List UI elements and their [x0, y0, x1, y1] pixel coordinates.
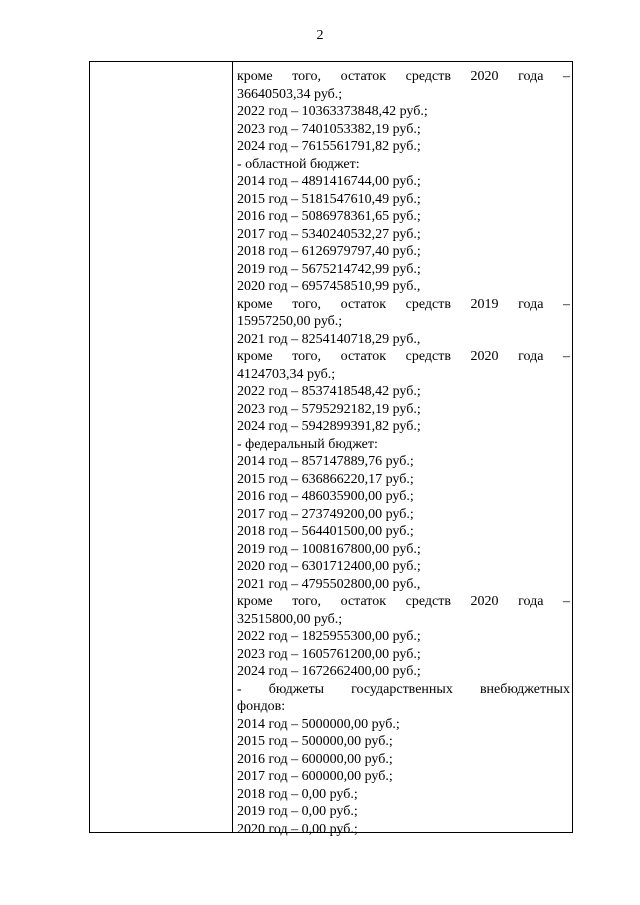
funding-line: 2021 год – 4795502800,00 руб.,: [237, 576, 421, 592]
line-word: кроме: [237, 296, 273, 312]
funding-line: 2019 год – 1008167800,00 руб.;: [237, 541, 421, 557]
funding-line: 2017 год – 5340240532,27 руб.;: [237, 226, 421, 242]
line-word: того,: [292, 349, 322, 364]
funding-line: 2023 год – 1605761200,00 руб.;: [237, 646, 421, 662]
line-word: того,: [292, 69, 322, 84]
line-word: средств: [405, 594, 451, 609]
funding-line: 2015 год – 636866220,17 руб.;: [237, 471, 414, 487]
table-right-column: [233, 62, 572, 837]
line-word: средств: [405, 349, 451, 364]
funding-line: 4124703,34 руб.;: [237, 366, 336, 382]
line-word: кроме: [237, 69, 273, 84]
line-word: –: [563, 296, 570, 312]
funding-line: - областной бюджет:: [237, 156, 360, 172]
funding-line: 32515800,00 руб.;: [237, 611, 343, 627]
line-word: остаток: [340, 349, 387, 364]
funding-line: - федеральный бюджет:: [237, 436, 378, 452]
funding-line: 2022 год – 1825955300,00 руб.;: [237, 629, 421, 644]
line-word: средств: [405, 69, 451, 84]
line-word: –: [563, 594, 570, 609]
line-word: остаток: [340, 296, 387, 312]
funding-table: [89, 61, 573, 837]
funding-line: 2014 год – 857147889,76 руб.;: [237, 454, 414, 469]
line-word: государственных: [351, 681, 453, 697]
funding-line: 2017 год – 600000,00 руб.;: [237, 769, 393, 784]
line-word: 2020: [470, 349, 499, 364]
line-word: 2020: [470, 69, 499, 84]
funding-line: 2023 год – 5795292182,19 руб.;: [237, 401, 421, 417]
line-word: остаток: [340, 594, 387, 609]
funding-line: [237, 593, 570, 611]
funding-line: 2022 год – 8537418548,42 руб.;: [237, 384, 421, 399]
line-word: кроме: [237, 349, 273, 364]
funding-line: 36640503,34 руб.;: [237, 86, 343, 102]
line-word: –: [563, 349, 570, 364]
funding-line: 2018 год – 564401500,00 руб.;: [237, 524, 414, 539]
line-word: года: [518, 69, 544, 84]
line-word: года: [518, 594, 544, 609]
line-word: кроме: [237, 594, 273, 609]
funding-line: 2015 год – 5181547610,49 руб.;: [237, 191, 421, 207]
funding-line: 2024 год – 1672662400,00 руб.;: [237, 664, 421, 679]
funding-line: 2020 год – 6957458510,99 руб.,: [237, 279, 421, 294]
funding-line: 2019 год – 5675214742,99 руб.;: [237, 261, 421, 277]
funding-line: 2017 год – 273749200,00 руб.;: [237, 506, 414, 522]
funding-line: 2015 год – 500000,00 руб.;: [237, 734, 393, 749]
line-word: -: [237, 681, 242, 697]
line-word: 2019: [470, 296, 499, 312]
page-number: 2: [316, 28, 324, 43]
line-word: того,: [292, 296, 322, 312]
funding-line: 15957250,00 руб.;: [237, 314, 343, 329]
funding-line: [237, 68, 570, 86]
funding-line: 2016 год – 600000,00 руб.;: [237, 751, 393, 767]
funding-line: 2023 год – 7401053382,19 руб.;: [237, 121, 421, 137]
funding-line: 2018 год – 6126979797,40 руб.;: [237, 244, 421, 259]
funding-line: 2018 год – 0,00 руб.;: [237, 786, 358, 802]
funding-line: фондов:: [237, 699, 286, 714]
funding-line: 2019 год – 0,00 руб.;: [237, 804, 358, 819]
funding-line: 2016 год – 5086978361,65 руб.;: [237, 209, 421, 224]
line-word: бюджеты: [268, 681, 325, 697]
line-word: того,: [292, 594, 322, 609]
funding-line: 2014 год – 4891416744,00 руб.;: [237, 174, 421, 189]
funding-line: 2024 год – 7615561791,82 руб.;: [237, 139, 421, 154]
line-word: –: [563, 69, 570, 84]
funding-line: [237, 296, 570, 314]
line-word: средств: [405, 296, 451, 312]
line-word: внебюджетных: [479, 681, 570, 697]
table-left-column: [90, 62, 233, 832]
funding-line: 2024 год – 5942899391,82 руб.;: [237, 419, 421, 434]
funding-line: 2014 год – 5000000,00 руб.;: [237, 716, 400, 732]
funding-line: [237, 348, 570, 366]
funding-line: 2022 год – 10363373848,42 руб.;: [237, 104, 428, 119]
funding-line: 2016 год – 486035900,00 руб.;: [237, 489, 414, 504]
line-word: остаток: [340, 69, 387, 84]
funding-line: 2020 год – 6301712400,00 руб.;: [237, 559, 421, 574]
funding-line: 2020 год – 0,00 руб.;: [237, 821, 358, 837]
funding-line: [237, 681, 570, 699]
line-word: года: [518, 349, 544, 364]
funding-line: 2021 год – 8254140718,29 руб.,: [237, 331, 421, 347]
line-word: 2020: [470, 594, 499, 609]
line-word: года: [518, 296, 544, 312]
